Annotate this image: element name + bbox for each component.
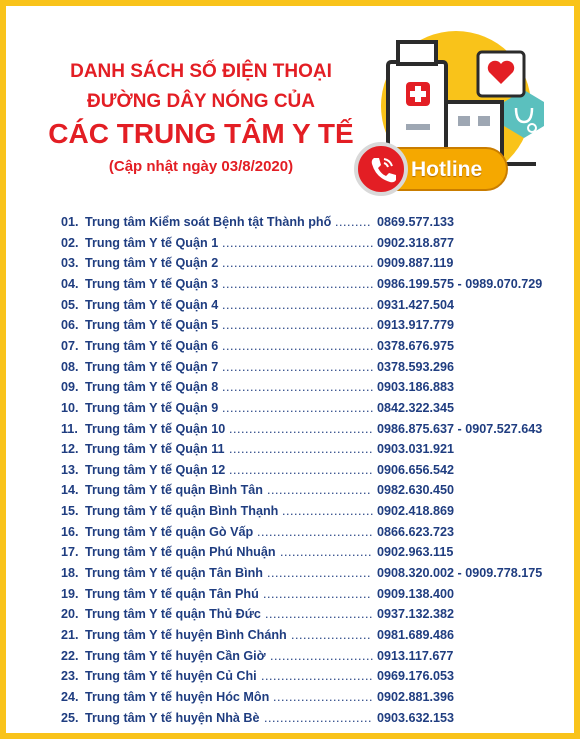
list-item [61,504,561,524]
entry-phone: 0866.623.723 [377,524,455,539]
entry-number: 24. [61,689,79,704]
dot-leader: ...................................... [222,359,374,374]
entry-name: Trung tâm Y tế quận Gò Vấp [85,524,254,539]
dot-leader: .................... [291,628,371,642]
entry-phone: 0903.632.153 [377,710,455,725]
entry-name: Trung tâm Y tế huyện Cần Giờ [85,648,266,663]
list-item [61,339,561,359]
entry-name: Trung tâm Y tế quận Bình Tân [85,483,263,498]
list-item [61,236,561,256]
entry-phone: 0902.881.396 [377,689,455,704]
hotline-label: Hotline [411,158,483,181]
entry-number: 11. [61,421,78,436]
entry-name: Trung tâm Y tế Quận 11 [85,442,225,457]
entry-name: Trung tâm Y tế quận Thủ Đức [85,607,261,622]
dot-leader: ............................ [261,669,373,684]
dot-leader: ...................................... [222,297,374,312]
entry-number: 13. [61,462,79,477]
list-item [61,463,561,483]
entry-name: Trung tâm Y tế Quận 7 [85,359,219,374]
entry-number: 25. [61,710,79,725]
entry-number: 22. [61,648,79,663]
entry-number: 04. [61,276,79,291]
entry-phone: 0902.318.877 [377,235,455,250]
entry-number: 03. [61,256,79,271]
entry-number: 16. [61,524,79,539]
dot-leader: ...................................... [222,318,374,333]
list-item [61,380,561,400]
phone-badge [354,142,408,196]
list-item [61,401,561,421]
entry-name: Trung tâm Y tế Quận 5 [85,318,219,333]
dot-leader: .......................... [270,648,374,663]
dot-leader: ...................................... [222,235,374,250]
entry-phone: 0902.963.115 [377,545,454,560]
dot-leader: ...................................... [222,400,374,415]
entry-phone: 0986.199.575 - 0989.070.729 [377,276,543,291]
dot-leader: ...................................... [222,380,374,395]
entry-phone: 0869.577.133 [377,215,455,229]
entry-number: 08. [61,359,79,374]
entry-name: Trung tâm Y tế Quận 8 [85,380,219,395]
entry-name: Trung tâm Y tế huyện Bình Chánh [85,628,287,642]
entry-number: 06. [61,318,79,333]
list-item [61,566,561,586]
entry-number: 07. [61,338,79,353]
list-item [61,587,561,607]
entry-phone: 0909.887.119 [377,256,454,271]
title-line-3: CÁC TRUNG TÂM Y TẾ [48,118,354,149]
entry-phone: 0982.630.450 [377,483,455,498]
update-date: (Cập nhật ngày 03/8/2020) [108,158,294,175]
list-item [61,422,561,442]
list-item [61,669,561,689]
dot-leader: ...................................... [222,256,374,271]
entry-name: Trung tâm Y tế Quận 3 [85,276,219,291]
entry-name: Trung tâm Y tế Quận 2 [85,256,219,271]
entry-phone: 0378.676.975 [377,338,455,353]
entry-name: Trung tâm Y tế quận Tân Bình [85,566,263,581]
dot-leader: .................................... [229,421,373,436]
list-item [61,256,561,276]
entry-number: 02. [61,235,79,250]
list-item [61,525,561,545]
title-line-2: ĐƯỜNG DÂY NÓNG CỦA [87,91,315,112]
entry-number: 21. [61,628,79,642]
entry-number: 10. [61,400,79,415]
entry-number: 19. [61,586,79,601]
entry-phone: 0913.917.779 [377,318,455,333]
entry-phone: 0902.418.869 [377,504,455,519]
entry-number: 05. [61,297,79,312]
entry-name: Trung tâm Y tế quận Tân Phú [85,586,259,601]
dot-leader: ...................................... [222,338,374,353]
dot-leader: ............................. [257,524,373,539]
entry-phone: 0908.320.002 - 0909.778.175 [377,566,543,581]
dot-leader: ...................................... [222,276,374,291]
entry-phone: 0981.689.486 [377,628,455,642]
dot-leader: .................................... [229,462,373,477]
entry-name: Trung tâm Y tế quận Phú Nhuận [85,545,276,560]
entry-number: 14. [61,483,79,498]
list-item [61,483,561,503]
entry-phone: 0937.132.382 [377,607,455,622]
list-item [61,277,561,297]
entry-number: 17. [61,545,79,560]
list-item [61,215,561,235]
entry-name: Trung tâm Y tế quận Bình Thạnh [85,504,279,519]
dot-leader: ....................... [280,545,372,560]
entry-name: Trung tâm Y tế huyện Củ Chi [85,669,257,684]
entry-phone: 0906.656.542 [377,462,455,477]
entry-name: Trung tâm Y tế Quận 12 [85,462,226,477]
entry-phone: 0903.186.883 [377,380,455,395]
entry-phone: 0378.593.296 [377,359,455,374]
entry-phone: 0986.875.637 - 0907.527.643 [377,421,543,436]
list-item [61,298,561,318]
entry-number: 12. [61,442,79,457]
dot-leader: ......... [335,215,371,229]
entry-number: 15. [61,504,79,519]
dot-leader: ....................... [282,504,374,519]
entry-phone: 0903.031.921 [377,442,455,457]
entry-number: 23. [61,669,79,684]
entry-name: Trung tâm Y tế Quận 6 [85,338,219,353]
entry-name: Trung tâm Y tế Quận 4 [85,297,219,312]
title-line-1: DANH SÁCH SỐ ĐIỆN THOẠI [70,61,332,82]
entry-number: 18. [61,566,79,581]
list-item [61,545,561,565]
entry-phone: 0969.176.053 [377,669,455,684]
entry-name: Trung tâm Y tế huyện Nhà Bè [85,710,260,725]
entry-name: Trung tâm Y tế Quận 10 [85,421,226,436]
entry-number: 01. [61,215,79,229]
dot-leader: ......................... [273,689,373,704]
entry-name: Trung tâm Y tế Quận 9 [85,400,219,415]
list-item [61,690,561,710]
entry-phone: 0842.322.345 [377,400,455,415]
dot-leader: ........................... [264,710,372,725]
phone-icon [365,153,397,185]
entry-phone: 0913.117.677 [377,648,454,663]
list-item [61,360,561,380]
list-item [61,649,561,669]
entry-number: 09. [61,380,79,395]
list-item [61,318,561,338]
dot-leader: .................................... [229,442,373,457]
entry-phone: 0931.427.504 [377,297,455,312]
list-item [61,607,561,627]
list-item [61,711,561,731]
entry-name: Trung tâm Y tế huyện Hóc Môn [85,689,270,704]
dot-leader: ........................... [265,607,373,622]
dot-leader: ........................... [263,586,371,601]
dot-leader: .......................... [267,483,371,498]
list-item [61,628,561,648]
entry-phone: 0909.138.400 [377,586,455,601]
entry-name: Trung tâm Y tế Quận 1 [85,235,219,250]
dot-leader: .......................... [267,566,371,581]
entry-number: 20. [61,607,79,622]
entry-name: Trung tâm Kiểm soát Bệnh tật Thành phố [85,215,332,229]
list-item [61,442,561,462]
